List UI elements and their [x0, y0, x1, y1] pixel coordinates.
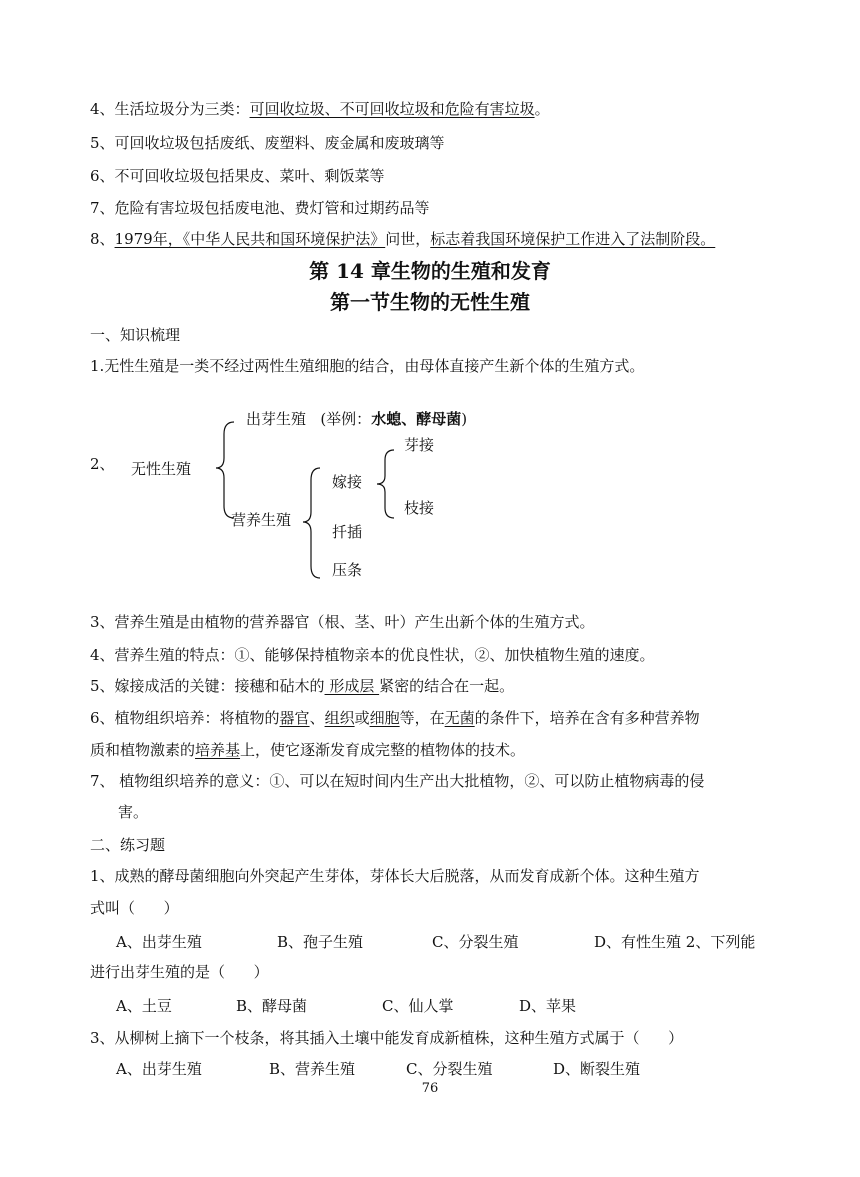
section-title: 第一节生物的无性生殖	[330, 290, 530, 314]
answer-option: A、出芽生殖	[116, 933, 202, 951]
list-item: 3、营养生殖是由植物的营养器官（根、茎、叶）产生出新个体的生殖方式。	[90, 613, 595, 631]
answer-option: D、苹果	[519, 997, 577, 1015]
page-number: 76	[421, 1081, 439, 1096]
definition-text: 1.无性生殖是一类不经过两性生殖细胞的结合，由母体直接产生新个体的生殖方式。	[90, 357, 645, 375]
diagram-root-label: 无性生殖	[131, 460, 192, 478]
answer-option: B、孢子生殖	[277, 933, 364, 951]
question-text: 1、成熟的酵母菌细胞向外突起产生芽体，芽体长大后脱落，从而发育成新个体。这种生殖方	[90, 867, 700, 885]
answer-option: C、仙人掌	[382, 997, 454, 1015]
brace-icon	[372, 448, 398, 520]
question-text: 式叫（ ）	[90, 899, 179, 917]
diagram-grafting-label: 嫁接	[332, 473, 363, 491]
answer-option: C、分裂生殖	[406, 1060, 493, 1078]
diagram-layering-label: 压条	[332, 561, 363, 579]
list-item-continuation: 害。	[118, 803, 149, 821]
diagram-budding-label: 出芽生殖 (举例：水螅、酵母菌)	[246, 410, 468, 428]
section-heading: 二、练习题	[90, 836, 166, 854]
diagram-number: 2、	[90, 455, 115, 473]
answer-option: D、有性生殖 2、下列能	[594, 933, 756, 951]
list-item: 8、1979年，《中华人民共和国环境保护法》问世，标志着我国环境保护工作进入了法制阶段。	[90, 230, 716, 248]
list-item: 7、 植物组织培养的意义：①、可以在短时间内生产出大批植物，②、可以防止植物病毒的侵	[90, 772, 705, 790]
answer-option: B、营养生殖	[269, 1060, 356, 1078]
question-text: 进行出芽生殖的是（ ）	[90, 963, 269, 981]
brace-icon	[298, 466, 324, 580]
list-item: 5、嫁接成活的关键：接穗和砧木的 形成层 紧密的结合在一起。	[90, 677, 515, 695]
chapter-title: 第 14 章生物的生殖和发育	[309, 259, 551, 283]
answer-option: A、土豆	[116, 997, 172, 1015]
question-text: 3、从柳树上摘下一个枝条，将其插入土壤中能发育成新植株，这种生殖方式属于（ ）	[90, 1029, 684, 1047]
diagram-bud-graft-label: 芽接	[404, 436, 435, 454]
list-item: 5、可回收垃圾包括废纸、废塑料、废金属和废玻璃等	[90, 134, 445, 152]
section-heading: 一、知识梳理	[90, 326, 181, 344]
list-item: 4、营养生殖的特点：①、能够保持植物亲本的优良性状，②、加快植物生殖的速度。	[90, 646, 655, 664]
answer-option: D、断裂生殖	[553, 1060, 641, 1078]
answer-option: B、酵母菌	[236, 997, 308, 1015]
diagram-vegetative-label: 营养生殖	[231, 511, 292, 529]
brace-icon	[210, 420, 238, 520]
answer-option: C、分裂生殖	[432, 933, 519, 951]
diagram-branch-graft-label: 枝接	[404, 499, 435, 517]
diagram-cutting-label: 扦插	[332, 523, 363, 541]
list-item-continuation: 质和植物激素的培养基上，使它逐渐发育成完整的植物体的技术。	[90, 741, 526, 759]
answer-option: A、出芽生殖	[116, 1060, 202, 1078]
list-item: 6、植物组织培养：将植物的器官、组织或细胞等，在无菌的条件下，培养在含有多种营养物	[90, 709, 700, 727]
list-item: 7、危险有害垃圾包括废电池、费灯管和过期药品等	[90, 199, 430, 217]
list-item: 6、不可回收垃圾包括果皮、菜叶、剩饭菜等	[90, 167, 385, 185]
list-item: 4、生活垃圾分为三类：可回收垃圾、不可回收垃圾和危险有害垃圾。	[90, 100, 550, 118]
